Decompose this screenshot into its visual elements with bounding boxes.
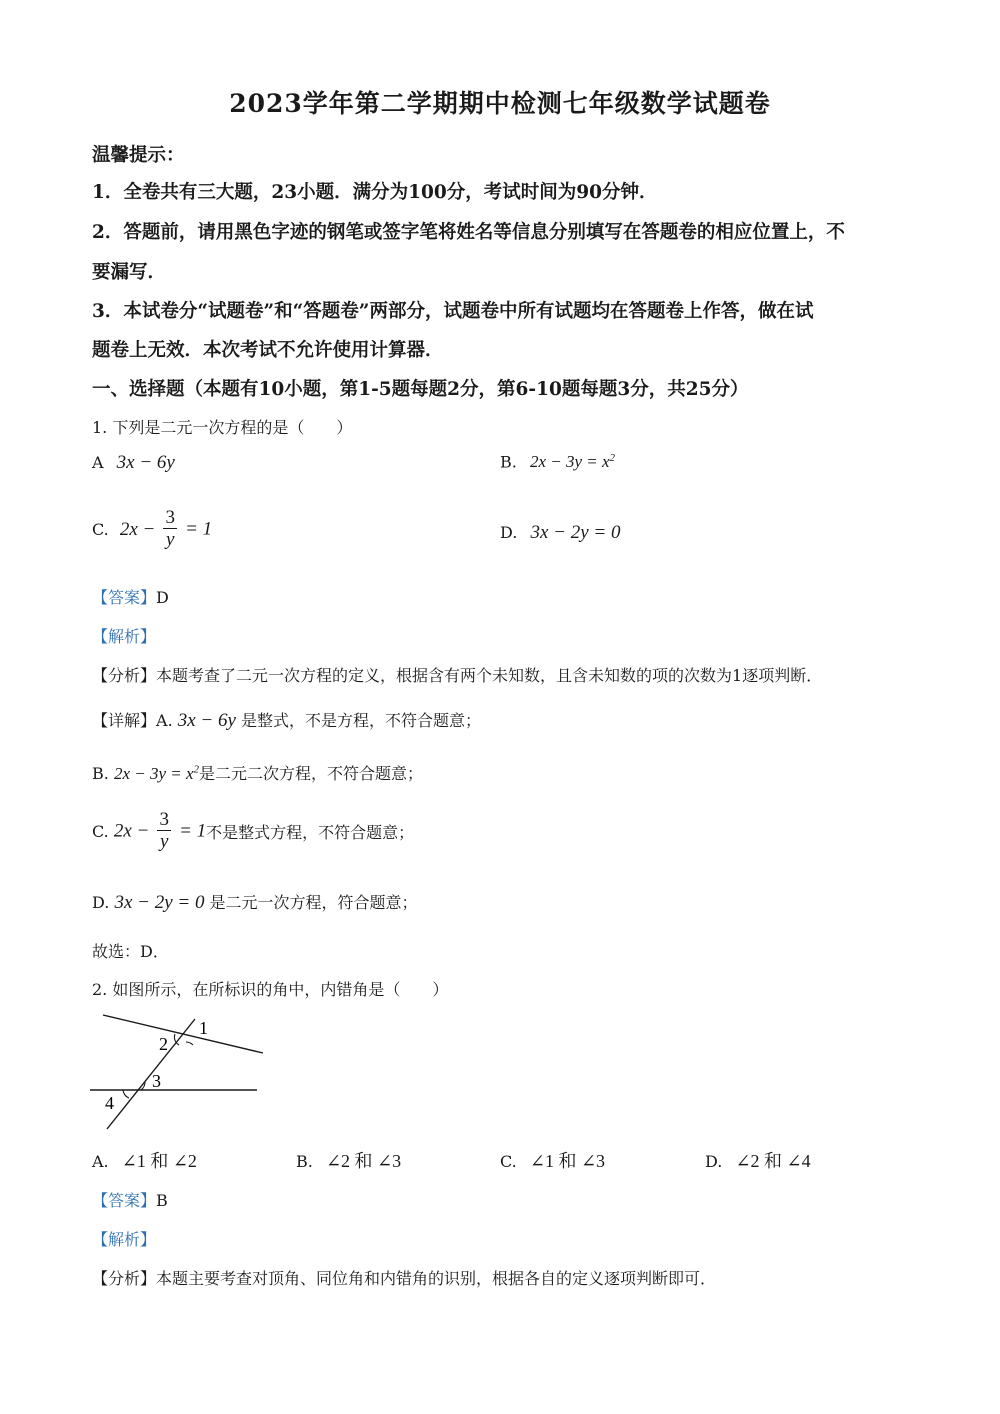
q2-option-a-expr: ∠1 和 ∠2 [121, 1151, 197, 1171]
q2-option-c [500, 1147, 605, 1173]
q1-option-b-expr: 2x − 3y = x [529, 452, 610, 472]
q1-option-d [500, 522, 620, 544]
q1-conclusion: 故选：D． [92, 942, 169, 961]
q1-detail-c [92, 810, 414, 853]
q2-option-b-label: B. [296, 1152, 313, 1171]
q1-option-c-den: y [166, 529, 175, 550]
q2-fenxi-text: 本题主要考查对顶角、同位角和内错角的识别，根据各自的定义逐项判断即可． [156, 1269, 717, 1288]
q2-figure [85, 1005, 270, 1135]
q2-option-d-expr: ∠2 和 ∠4 [735, 1151, 811, 1171]
q1-option-c-fraction [163, 508, 177, 551]
q1-detail-d-expr: 3x − 2y = 0 [114, 892, 205, 913]
q2-answer-label: 【答案】 [92, 1191, 157, 1210]
notice-line-1: 1．全卷共有三大题，23小题．满分为100分，考试时间为90分钟． [92, 182, 658, 203]
q2-option-a-label: A. [92, 1152, 109, 1171]
q1-detail-a-expr: 3x − 6y [177, 710, 236, 731]
q1-option-b-label: B. [500, 452, 517, 472]
q1-detail-b-pre: B. [92, 764, 109, 783]
q1-detail-c-pre: C. [92, 822, 109, 841]
q1-option-b [500, 452, 615, 472]
q1-detail-c-a: 2x − [113, 820, 150, 842]
q1-answer-label: 【答案】 [92, 588, 157, 607]
q2-angle-label-2: 2 [159, 1034, 168, 1054]
q1-stem: 1. 下列是二元一次方程的是（ ） [92, 418, 353, 437]
q2-option-d-label: D. [705, 1152, 723, 1171]
q1-detail-b-expr: 2x − 3y = x [113, 764, 194, 783]
q1-detail-c-fraction [157, 810, 171, 853]
q1-analysis-label: 【解析】 [92, 627, 157, 646]
q2-fenxi-label: 【分析】 [92, 1269, 157, 1288]
q1-detail-d-text: 是二元一次方程，符合题意； [209, 893, 418, 912]
q2-option-b-expr: ∠2 和 ∠3 [325, 1151, 402, 1171]
q1-option-c [92, 508, 212, 551]
q1-option-d-expr: 3x − 2y = 0 [530, 522, 621, 543]
q2-option-c-label: C. [500, 1152, 517, 1171]
q1-detail-d-pre: D. [92, 893, 110, 912]
q2-transversal [107, 1019, 195, 1129]
q1-detail-c-text: 不是整式方程，不符合题意； [206, 823, 415, 842]
q1-detail-b-text: 是二元二次方程，不符合题意； [199, 764, 424, 783]
q2-angle-arc-1 [186, 1042, 193, 1045]
q2-angle-label-1: 1 [199, 1018, 208, 1038]
q1-option-c-post: = 1 [185, 518, 213, 540]
q1-option-c-label: C. [92, 520, 109, 539]
q2-analysis-label: 【解析】 [92, 1230, 157, 1249]
q1-option-a [92, 452, 175, 474]
q1-detail-c-den: y [160, 831, 169, 852]
section-1-heading: 一、选择题（本题有10小题，第1-5题每题2分，第6-10题每题3分，共25分） [92, 379, 749, 400]
q1-fenxi-text: 本题考查了二元一次方程的定义，根据含有两个未知数，且含未知数的项的次数为1逐项判断． [156, 666, 823, 685]
page-title: 2023学年第二学期期中检测七年级数学试题卷 [229, 89, 771, 118]
q1-detail-a-text: 是整式，不是方程，不符合题意； [241, 711, 482, 730]
q1-detail-d [92, 890, 418, 914]
q2-angle-arc-4 [123, 1090, 129, 1098]
q2-angle-label-3: 3 [152, 1071, 161, 1091]
q1-fenxi [92, 663, 822, 686]
notice-line-3b: 题卷上无效．本次考试不允许使用计算器． [92, 340, 444, 361]
q2-answer [92, 1188, 168, 1211]
q2-stem: 2. 如图所示，在所标识的角中，内错角是（ ） [92, 980, 449, 999]
q1-detail-c-b: = 1 [179, 820, 207, 842]
q1-option-c-pre: 2x − [119, 518, 156, 540]
q1-detail-a-pre: A. [156, 711, 173, 730]
q2-fenxi [92, 1266, 716, 1289]
notice-heading: 温馨提示： [92, 145, 185, 166]
q2-option-c-expr: ∠1 和 ∠3 [529, 1151, 606, 1171]
notice-line-2b: 要漏写． [92, 262, 167, 283]
q1-detail-b-sup: 2 [193, 763, 200, 776]
q1-detail-label: 【详解】 [92, 711, 157, 730]
q1-option-c-num: 3 [165, 507, 175, 528]
q2-option-d [705, 1147, 811, 1173]
q1-option-d-label: D. [500, 523, 518, 542]
q2-answer-value: B [156, 1191, 168, 1210]
q2-option-a [92, 1147, 197, 1173]
q1-option-a-label: A [92, 453, 104, 472]
q1-detail-a [92, 708, 481, 732]
q1-option-b-sup: 2 [609, 452, 616, 464]
q2-option-b [296, 1147, 401, 1173]
q1-detail-c-num: 3 [159, 809, 169, 830]
notice-line-3a: 3．本试卷分“试题卷”和“答题卷”两部分，试题卷中所有试题均在答题卷上作答，做在试 [92, 301, 814, 322]
q1-detail-b [92, 761, 423, 784]
q1-fenxi-label: 【分析】 [92, 666, 157, 685]
notice-line-2a: 2．答题前，请用黑色字迹的钢笔或签字笔将姓名等信息分别填写在答题卷的相应位置上，不 [92, 222, 845, 243]
q2-angle-label-4: 4 [105, 1093, 114, 1113]
q1-option-a-expr: 3x − 6y [116, 452, 175, 473]
q1-answer-value: D [156, 588, 169, 607]
q1-answer [92, 585, 169, 608]
